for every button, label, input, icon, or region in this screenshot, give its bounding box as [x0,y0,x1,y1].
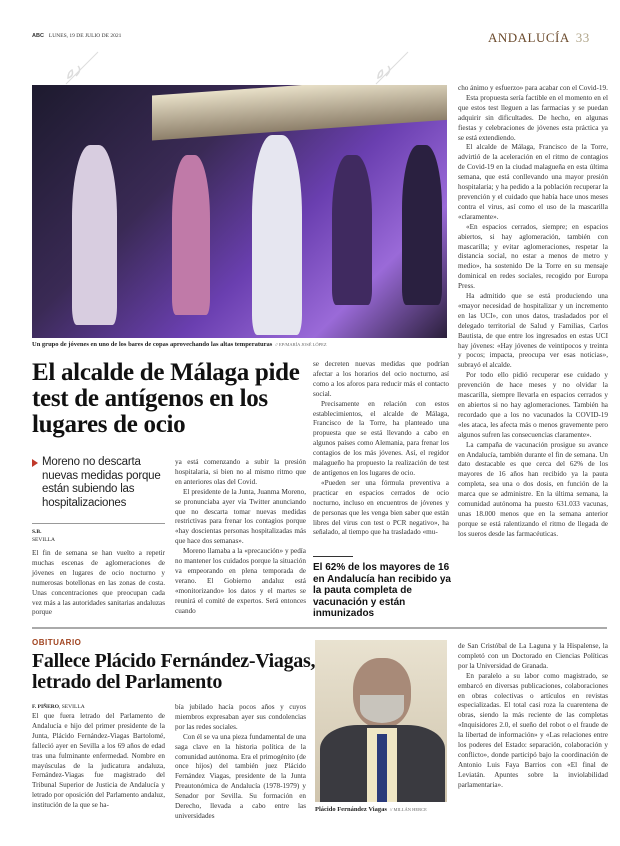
article-col-1 [32,549,165,618]
article-col-2 [175,458,306,617]
watermark-logo-icon [62,48,102,88]
caption-text: Un grupo de jóvenes en uno de los bares de copas aprovechando las altas temperaturas [32,341,273,348]
obituary-byline: F. PIÑERO, SEVILLA [32,704,85,710]
location: SEVILLA [61,704,85,710]
page-header-date [32,33,121,39]
paragraph: de San Cristóbal de La Laguna y la Hispalense, la completó con un Doctorado en Ciencias Políticas por la Universidad de Granada. [458,642,608,670]
obituary-label: OBITUARIO [32,638,82,647]
photo-credit: // MILLÁN HERCE [389,807,427,812]
paragraph: El que fuera letrado del Parlamento de Andalucía e hijo del primer presidente de la Junta, Plácido Fernández-Viagas Bartolomé, falleció ayer en Sevilla a los 69 años de edad tras una fulminante enfermedad. Nombre en mayúsculas de la judicatura andaluza, Fernández-Viagas fue magistrado del Tribunal Superior de Justicia de Andalucía y letrado por oposición del Parlamento andaluz, institución de la que se ha- [32,712,165,810]
paragraph: Con él se va una pieza fundamental de una saga clave en la historia política de la comunidad autónoma. Era el primogénito (de once hijos) del también juez Plácido Fernández Viagas, presidente de la Junta Preautonómica de Andalucía (1978-1979) y Senador por Sevilla. Su formación en Derecho, llevada a cabo entre las universidades [175,732,306,820]
highlight-rule [313,556,353,557]
paragraph: La campaña de vacunación prosigue su avance en Andalucía, también durante el fin de semana. Un dato destacable es que cerca del 62% de los mayores de 16 años han recibido ya la pauta completa, sea una o dos dosis, en función de la marca que se administre. En la última semana, la comunidad autónoma ha puesto 631.033 vacunas, unas 18.000 menos que en la semana anterior porque se está ralentizando el ritmo de llegada de los sueros desde las farmacéuticas. [458,440,608,538]
paragraph: bía jubilado hacía pocos años y cuyos miembros expresaban ayer sus condolencias por las redes sociales. [175,703,306,731]
paragraph: Moreno llamaba a la «precaución» y pedía no mantener los cuidados porque la situación va empeorando en plena temporada de verano. El Gobierno andaluz está «monitorizando» los datos y el martes se reunirá el comité de expertos. Será entonces cuando [175,547,306,615]
paragraph: En paralelo a su labor como magistrado, se embarcó en diversas publicaciones, colaboraciones en obras colectivas o artículos en revistas especializadas. El total casi roza la cuarentena de obras, siendo la más reciente de las completas «Inquisidores 2.0, el sueño del robot o el fraude de la libertad de información» y «Las relaciones entre los poderes del Estado: separación, colaboración y conflicto», donde participó bajo la coordinación de Antonio Luis Faya Barrios con «El final de Leviatán. Apuntes sobre la inviolabilidad parlamentaria». [458,671,608,789]
obituary-col-3 [458,642,608,791]
paragraph: cho ánimo y esfuerzo» para acabar con el Covid-19. [458,84,608,92]
paragraph: ya está comenzando a subir la presión hospitalaria, si bien no al mismo ritmo que en anteriores olas del Covid. [175,458,306,486]
paragraph: Por todo ello pidió recuperar ese cuidado y prevención de hace meses y no olvidar la mascarilla, siempre llevarla en espacios cerrados y en abiertos si no hay aglomeraciones. También ha recordado que a los no vacunados la COVID-19 «les ataca, les afecta más o menos gravemente pero algunos sufren las consecuencias claramente». [458,371,608,439]
article-headline: El alcalde de Málaga pide test de antígenos en los lugares de ocio [32,359,300,438]
date: LUNES, 19 DE JULIO DE 2021 [48,33,122,39]
article-subhead [32,456,170,510]
location: SEVILLA [32,537,55,543]
photo-credit: // EP/MARÍA JOSÉ LÓPEZ [275,342,327,347]
obituary-headline: Fallece Plácido Fernández-Viagas, letrado del Parlamento [32,650,316,693]
paragraph: se decreten nuevas medidas que podrían afectar a los horarios del ocio nocturno, así como a los aforos para reducir más el contacto social. [313,360,449,398]
portrait-photo [315,640,447,802]
nightlife-photo [32,85,447,338]
article-col-4 [458,84,608,540]
watermark-logo-icon [372,48,412,88]
divider [32,523,165,524]
byline [32,528,55,544]
highlight-quote: El 62% de los mayores de 16 en Andalucía han recibido ya la pauta completa de vacunación y están inmunizados [313,562,451,619]
paragraph: El presidente de la Junta, Juanma Moreno, se pronunciaba ayer vía Twitter anunciando que no descarta tomar nuevas medidas restrictivas para frenar los contagios porque «hay doscientas personas hospitalizadas más que hace dos semanas». [175,487,306,546]
page-number: 33 [575,30,590,45]
paragraph: Ha admitido que se está produciendo una «mayor necesidad de hospitalizar y un incremento en las UCI», con unos datos, trasladados por el delegado territorial de Salud y Familias, Carlos Bautista, de que entre los ingresados en estas UCI hay jóvenes: «Hay jóvenes de veintipocos y treinta y pocos; impacta, preocupa ver esas noticias», subrayó el alcalde. [458,292,608,370]
section-title [488,30,590,46]
paragraph: El fin de semana se han vuelto a repetir muchas escenas de aglomeraciones de jóvenes en lugares de ocio nocturno y numerosas botellonas en las zonas de costa. Unas concentraciones que preocupan cada vez más a las autoridades sanitarias andaluzas porque [32,549,165,617]
photo-caption [32,341,327,348]
article-col-3 [313,360,449,538]
portrait-caption [315,806,427,813]
paragraph: Precisamente en relación con estos establecimientos, el alcalde de Málaga, Francisco de la Torre, ha planteado una propuesta que se está llevando a cabo en algunos países como Alemania, para frenar los contagios de los más jóvenes. Así, el regidor malagueño ha propuesto la realización de test de antígenos en los lugares de ocio. [313,399,449,477]
obituary-col-2 [175,703,306,822]
brand: ABC [32,33,44,39]
subhead-text: Moreno no descarta nuevas medidas porque están subiendo las hospitalizaciones [42,456,161,509]
caption-text: Plácido Fernández Viagas [315,806,387,813]
paragraph: «En espacios cerrados, siempre; en espacios abiertos, si hay aglomeración, también con mascarilla; y evitar aglomeraciones, respetar la distancia social, no estar a menos de metro y medio», ha sostenido De la Torre en su mensaje dominical en redes sociales, recogido por Europa Press. [458,222,608,291]
author: F. PIÑERO [32,704,59,710]
author: S.B. [32,529,42,535]
section-divider [32,627,607,629]
paragraph: «Pueden ser una fórmula preventiva a practicar en espacios cerrados de ocio nocturno, incluso en encuentros de jóvenes y de personas que les venga bien saber que están libres del virus con test o PCR negativo», ha señalado, al tiempo que ha trasladado «mu- [313,478,449,537]
obituary-col-1 [32,712,165,811]
paragraph: El alcalde de Málaga, Francisco de la Torre, advirtió de la aceleración en el ritmo de contagios de Covid-19 en la ciudad malagueña en esta última semana, que está conllevando una mayor presión hospitalaria; y ha pedido a la población recuperar la prevención y el cuidado que había hace unos meses contra el virus, así como el uso de la mascarilla «claramente». [458,143,608,221]
paragraph: Esta propuesta sería factible en el momento en el que estos test lleguen a las farmacias y se puedan adquirir sin dificultades. De hecho, en algunas fiestas y celebraciones de jóvenes esta práctica ya se está extendiendo. [458,93,608,142]
bullet-triangle-icon [32,459,38,467]
section-name: ANDALUCÍA [488,30,570,45]
